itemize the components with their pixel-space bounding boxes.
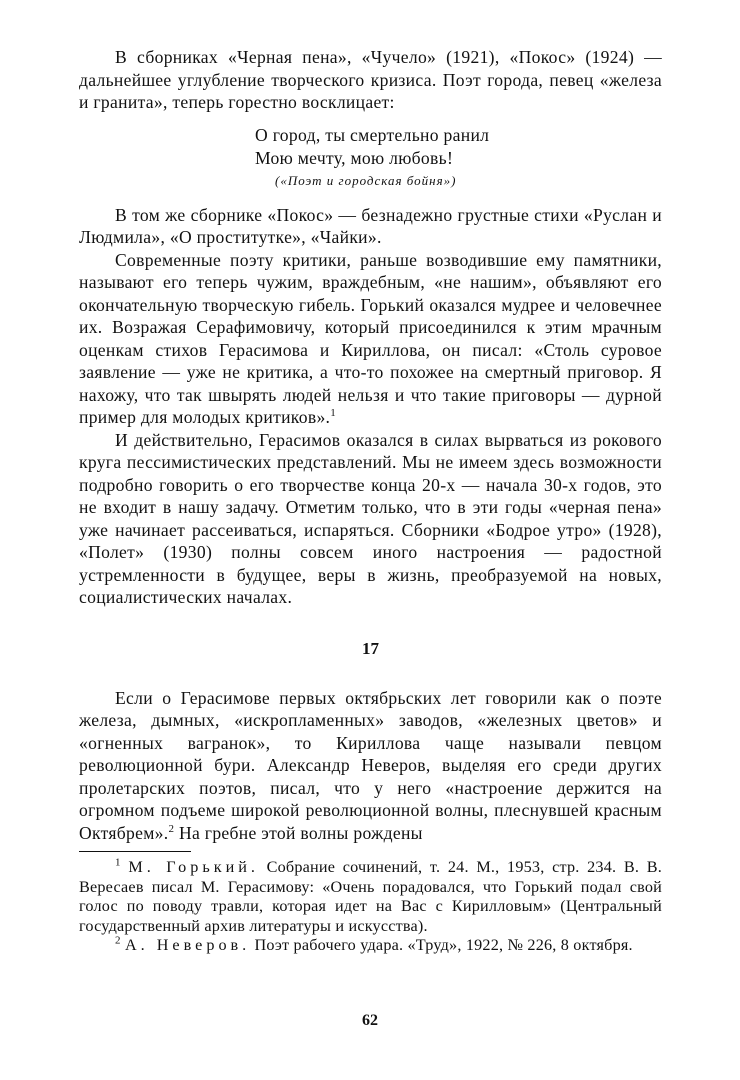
paragraph-gerasimov: И действительно, Герасимов оказался в силах вырваться из рокового круга пессимистических представлений. Мы не имеем здесь возможности подробно говорить о его творчестве конца 20-х — начала 30-х годов, это не входит в нашу задачу. Отметим только, что в эти годы «черная пена» уже начинает рассеиваться, испаряться. Сборники «Бодрое утро» (1928), «Полет» (1930) полны совсем иного настроения — радостной устремленности в будущее, веры в жизнь, преобразуемой на новых, социалистических началах.: [79, 429, 662, 607]
footnote-divider: [79, 851, 191, 852]
footnote: [79, 936, 662, 956]
footnote-author: М. Горький.: [128, 858, 259, 876]
poem-quote: [79, 124, 662, 190]
paragraph-intro: В сборниках «Черная пена», «Чучело» (1921), «Покос» (1924) — дальнейшее углубление творческого кризиса. Поэт города, певец «железа и гранита», теперь горестно восклицает:: [79, 47, 662, 112]
poem-line: Мою мечту, мою любовь!: [255, 147, 454, 168]
footnote-ref: 2: [168, 822, 175, 835]
footnote-ref: 1: [330, 407, 337, 420]
paragraph-kirillov: [79, 687, 662, 845]
footnote: [79, 858, 662, 936]
page-number: 62: [362, 1012, 378, 1029]
poem-line: О город, ты смертельно ранил: [255, 124, 490, 145]
section-number: 17: [362, 638, 379, 658]
paragraph-kirillov-text: Если о Герасимове первых октябрьских лет говорили как о поэте железа, дымных, «искропламенных» заводов, «железных цветов» и «огненных вагранок», то Кириллова чаще называли певцом революционной бури. Александр Неверов, выделяя его среди других пролетарских поэтов, писал, что у него «настроение держится на огромном подъеме широкой революционной волны, плеснувшей красным Октябрем».: [79, 687, 662, 843]
footnote-mark: 2: [115, 934, 121, 947]
footnote-mark: 1: [115, 856, 121, 869]
paragraph-critics-text: Современные поэту критики, раньше возводившие ему памятники, называют его теперь чужим, враждебным, «не нашим», объявляют его окончательную творческую гибель. Горький оказался мудрее и человечнее их. Возражая Серафимовичу, который присоединился к этим мрачным оценкам стихов Герасимова и Кириллова, он писал: «Столь суровое заявление — уже не критика, а что-то похожее на смертный приговор. Я нахожу, что так швырять людей нельзя и что такие приговоры — дурной пример для молодых критиков».: [79, 249, 662, 427]
footnote-author: А. Неверов.: [124, 936, 251, 954]
paragraph-kirillov-tail: На гребне этой волны рождены: [178, 822, 423, 843]
footnote-text: Собрание сочинений, т. 24. М., 1953, стр. 234. В. В. Вересаев писал М. Герасимову: «Очень порадовался, что Горький подал свой голос по поводу травли, которая идет на Вас с Кирилловым» (Центральный государственный архив литературы и искусства).: [79, 858, 663, 935]
footnote-text: Поэт рабочего удара. «Труд», 1922, № 226, 8 октября.: [254, 936, 633, 954]
paragraph-critics: [79, 249, 662, 429]
paragraph-pokos: В том же сборнике «Покос» — безнадежно грустные стихи «Руслан и Людмила», «О проститутке», «Чайки».: [79, 204, 662, 247]
poem-source: («Поэт и городская бойня»): [275, 172, 457, 188]
